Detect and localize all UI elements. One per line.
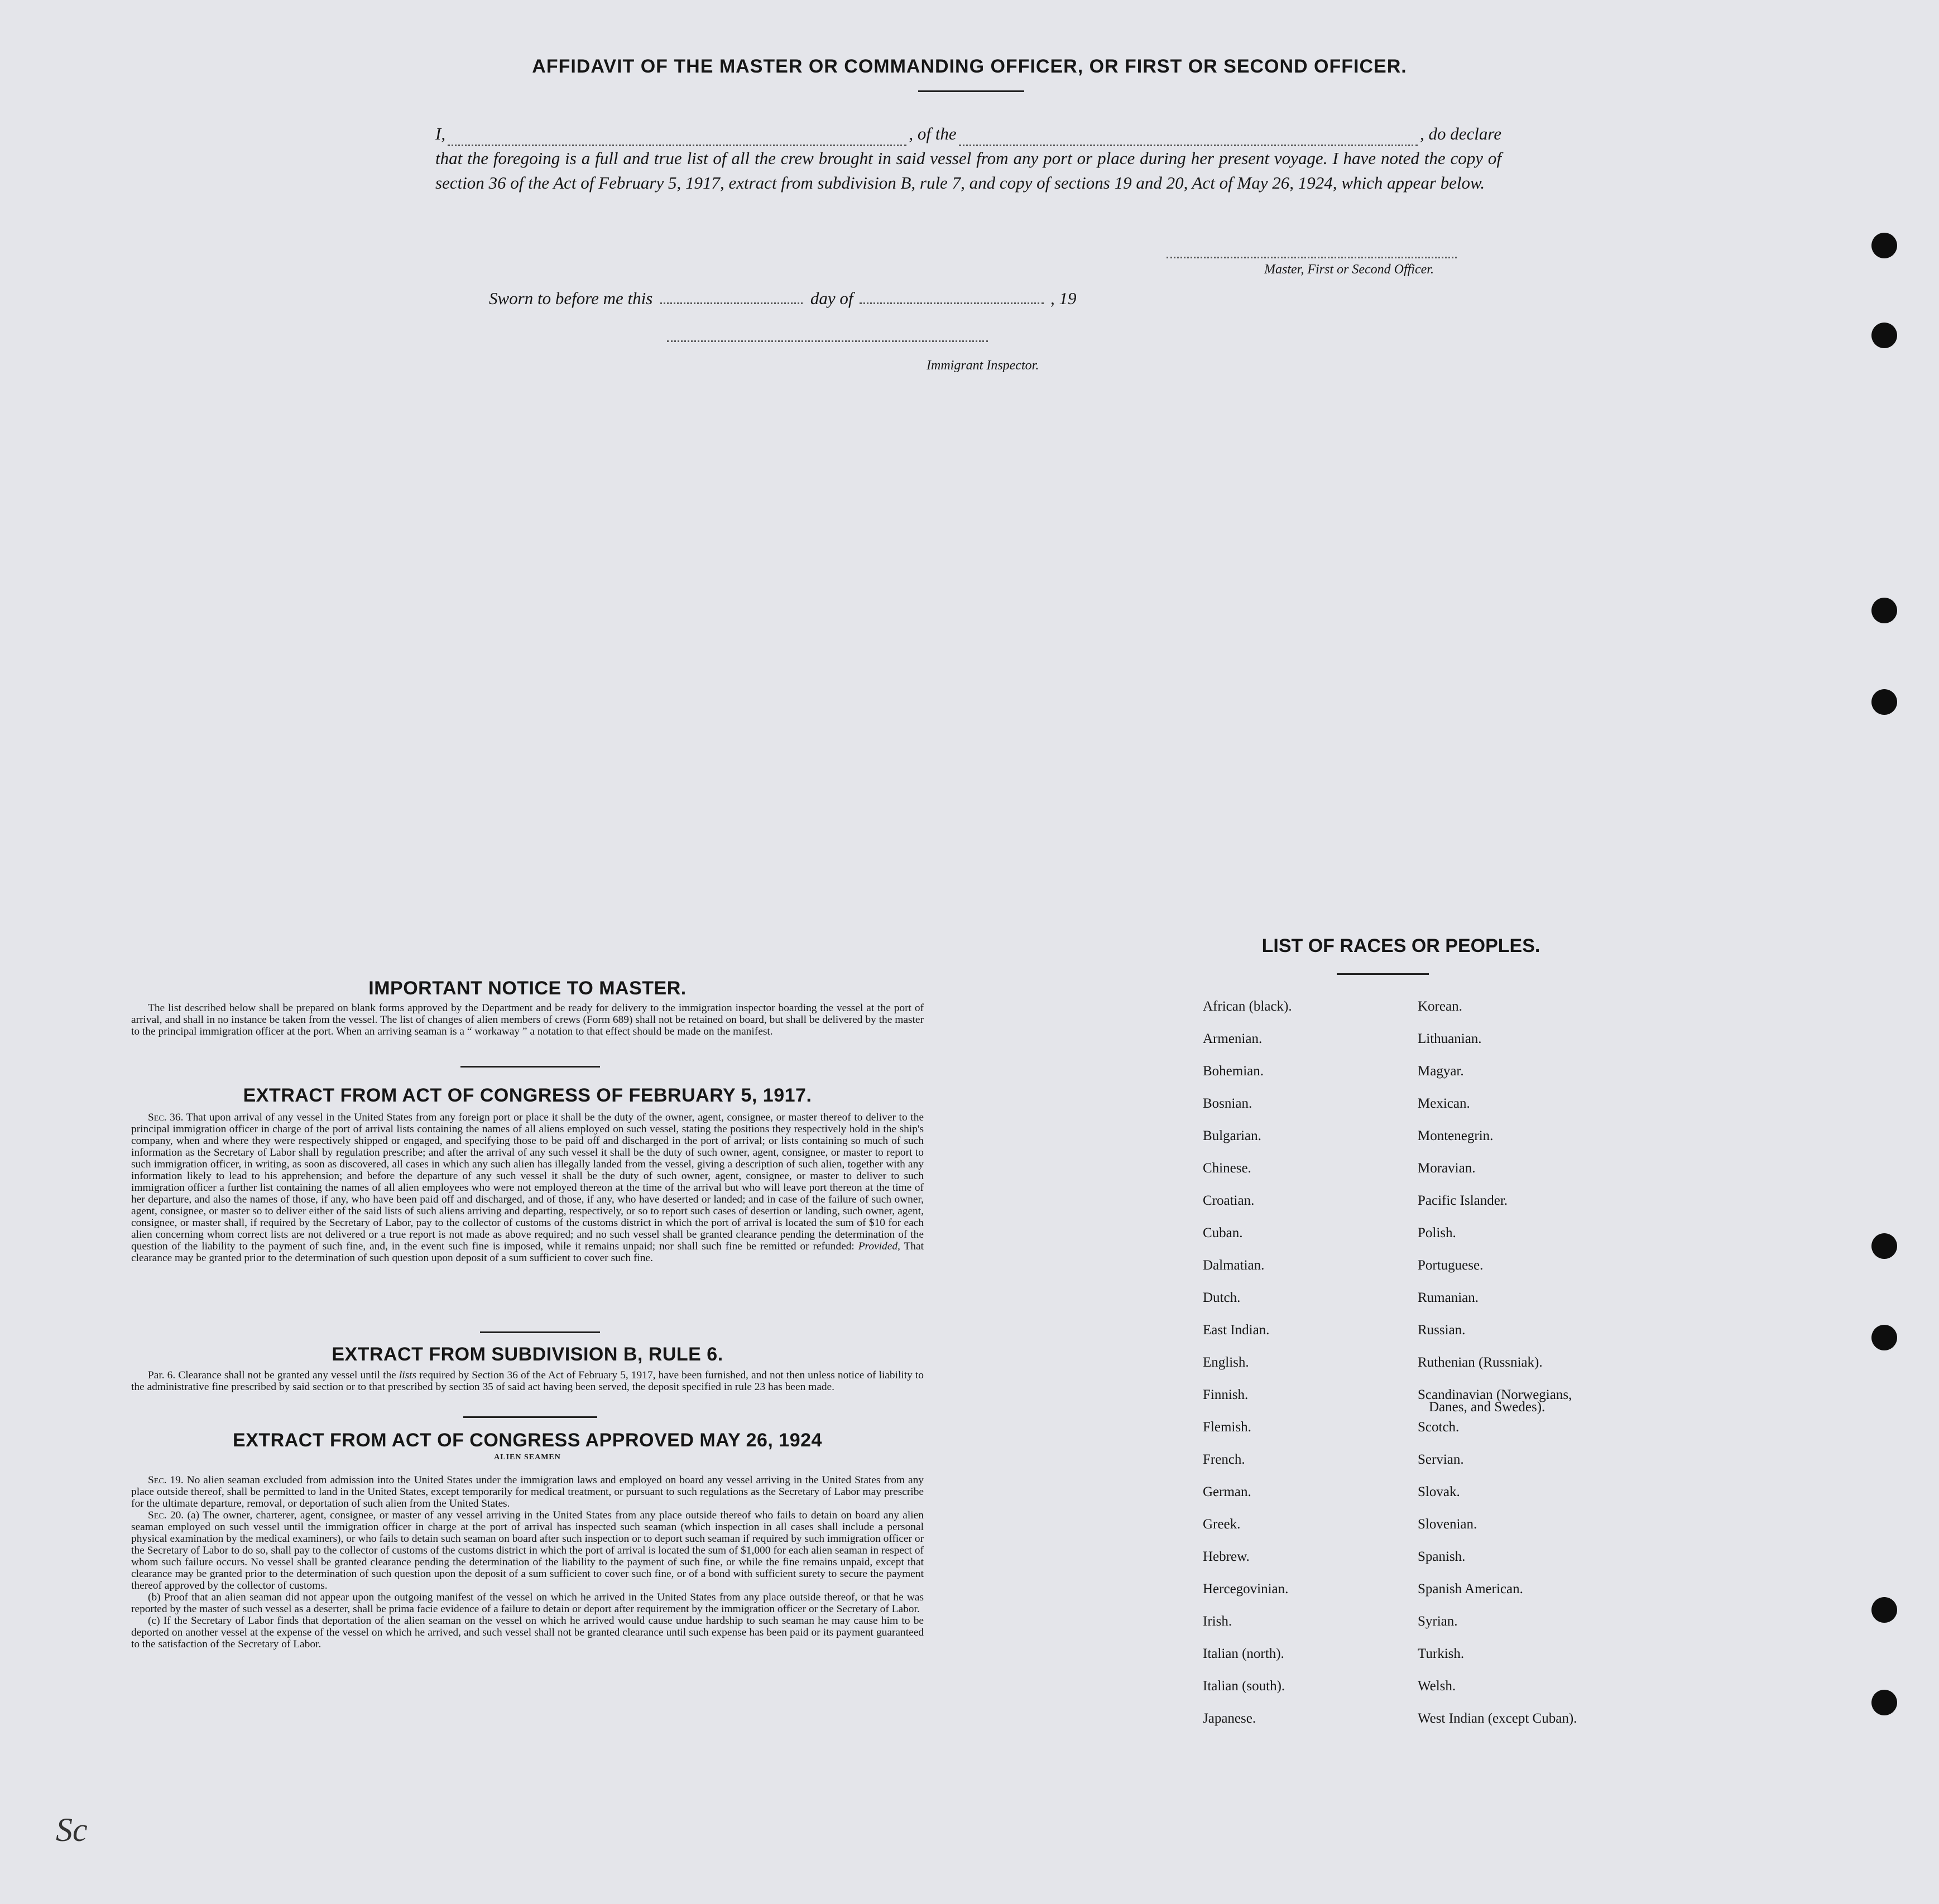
race-item: Italian (south). [1203,1679,1285,1694]
race-item: Chinese. [1203,1161,1251,1176]
race-item: Mexican. [1418,1096,1470,1111]
race-item: German. [1203,1484,1251,1499]
notice-divider [460,1066,600,1068]
race-item-continuation: Danes, and Swedes). [1429,1400,1546,1415]
race-item: Lithuanian. [1418,1031,1482,1046]
rule-6-text-b: required by Section 36 of the Act of February 5, 1917, have been furnished, and not then unless notice of liability to the administrative fine prescribed by said section or to that prescribed by section 35 of said act having been served, the deposit specified in rule 23 has been made. [131,1369,924,1393]
extract-1917-title: EXTRACT FROM ACT OF CONGRESS OF FEBRUARY 5, 1917. [243,1085,812,1106]
race-item: Bosnian. [1203,1096,1252,1111]
rule-6-label: Par. 6. [148,1369,176,1381]
race-item: Scandinavian (Norwegians, [1418,1387,1572,1402]
races-underline [1337,973,1429,975]
affidavit-declaration [435,122,1501,195]
race-item: Bohemian. [1203,1064,1264,1079]
sworn-prefix: Sworn to before me this [489,289,653,308]
race-item: Hercegovinian. [1203,1581,1289,1597]
section-20-label: Sec. 20. [148,1509,184,1521]
race-item: Dutch. [1203,1290,1241,1305]
affidavit-of-the: , of the [909,124,957,143]
binder-hole [1871,1690,1897,1715]
race-item: Servian. [1418,1452,1464,1467]
provided-word: Provided, [858,1241,900,1252]
section-20b-paragraph: (b) Proof that an alien seaman did not appear upon the outgoing manifest of the vessel on which he arrived in the United States from any place outside thereof, or that he was reported by the master of such vessel as a deserter, shall be prima facie evidence of a failure to detain or deport after requirement by the immigration officer or the Secretary of Labor. [131,1592,924,1615]
race-item: Russian. [1418,1323,1466,1338]
sworn-month-field[interactable] [860,286,1044,304]
race-item: Syrian. [1418,1614,1458,1629]
extract-1924-body [131,1474,924,1650]
section-36-label: Sec. 36. [148,1112,184,1123]
section-20c-paragraph: (c) If the Secretary of Labor finds that deportation of the alien seaman on the vessel on which he arrived would cause undue hardship to such seaman he may cause him to be deported on another vessel at the expense of the vessel on which he arrived, and such vessel shall not be granted clearance until such expense has been paid or its payment guaranteed to the satisfaction of the Secretary of Labor. [131,1615,924,1650]
race-item: Italian (north). [1203,1646,1284,1661]
vessel-name-field[interactable] [959,128,1418,146]
race-item: French. [1203,1452,1245,1467]
section-36-paragraph [131,1112,924,1264]
race-item: Moravian. [1418,1161,1476,1176]
race-item: English. [1203,1355,1249,1370]
notice-paragraph: The list described below shall be prepared on blank forms approved by the Department and be ready for delivery to the immigration inspector boarding the vessel at the port of arrival, and shall in no instance be taken from the vessel. The list of changes of alien members of crews (Form 689) shall not be retained on board, but shall be delivered by the master to the principal immigration officer at the port. When an arriving seaman is a “ workaway ” a notation to that effect should be made on the manifest. [131,1002,924,1037]
race-item: Pacific Islander. [1418,1193,1508,1208]
race-item: Magyar. [1418,1064,1464,1079]
binder-hole [1871,323,1897,348]
affidavit-pronoun: I, [435,124,446,143]
section-36-end: That clearance may be granted prior to the determination of such question upon deposit of a sum sufficient to cover such fine. [131,1241,924,1264]
extract-1917-body [131,1112,924,1264]
race-item: Scotch. [1418,1420,1460,1435]
binder-hole [1871,1325,1897,1350]
race-item: Bulgarian. [1203,1128,1261,1143]
sworn-day-field[interactable] [660,286,803,304]
rule-6-body [131,1369,924,1393]
race-item: East Indian. [1203,1323,1270,1338]
race-item: Dalmatian. [1203,1258,1265,1273]
section-19-label: Sec. 19. [148,1474,184,1486]
race-item: African (black). [1203,999,1292,1014]
section-20a-paragraph [131,1509,924,1592]
race-item: Korean. [1418,999,1462,1014]
section-20a-text: (a) The owner, charterer, agent, consignee, or master of any vessel arriving in the United States from any place outside thereof who fails to detain on board any alien seaman employed on such vessel until the immigration officer in charge at the port of arrival has inspected such seaman (which inspection in all cases shall include a personal physical examination by the medical examiners), or who fails to detain such seaman on board after such inspection or to deport such seaman if required by such immigration officer or the Secretary of Labor to do so, shall pay to the collector of customs of the customs district in which the port of arrival is located the sum of $1,000 for each alien seaman in respect of whom such failure occurs. No vessel shall be granted clearance pending the determination of the liability to the payment of such fine, or while the fine remains unpaid, except that clearance may be granted prior to the determination of such question upon the deposit of a sum sufficient to cover such fine, or of a bond with sufficient surety to secure the payment thereof approved by the collector of customs. [131,1509,924,1592]
binder-hole [1871,598,1897,623]
notice-title: IMPORTANT NOTICE TO MASTER. [368,978,687,999]
day-of-label: day of [810,289,853,308]
rule-6-divider [463,1416,597,1418]
alien-seamen-subtitle: ALIEN SEAMEN [494,1453,561,1461]
sworn-line [489,286,1076,309]
race-item: Ruthenian (Russniak). [1418,1355,1543,1370]
extract-1924-title: EXTRACT FROM ACT OF CONGRESS APPROVED MAY 26, 1924 [233,1430,822,1451]
year-prefix: , 19 [1050,289,1077,308]
binder-hole [1871,689,1897,715]
binder-hole [1871,1233,1897,1259]
race-item: West Indian (except Cuban). [1418,1711,1577,1726]
race-item: Rumanian. [1418,1290,1479,1305]
race-item: Slovak. [1418,1484,1460,1499]
race-item: Flemish. [1203,1420,1251,1435]
race-item: Portuguese. [1418,1258,1484,1273]
signature-caption: Master, First or Second Officer. [1264,262,1434,277]
signature-line[interactable] [1167,257,1457,258]
master-name-field[interactable] [448,128,906,146]
race-item: Greek. [1203,1517,1241,1532]
race-item: Turkish. [1418,1646,1465,1661]
race-item: Cuban. [1203,1225,1243,1241]
race-item: Croatian. [1203,1193,1255,1208]
inspector-caption: Immigrant Inspector. [927,358,1039,373]
affidavit-do-declare: , do declare [1419,124,1502,143]
section-19-paragraph [131,1474,924,1509]
race-item: Montenegrin. [1418,1128,1494,1143]
rule-6-text-a: Clearance shall not be granted any vessel until the [178,1369,396,1381]
race-item: Finnish. [1203,1387,1249,1402]
binder-hole [1871,233,1897,258]
binder-hole [1871,1597,1897,1623]
extract-1917-divider [480,1331,600,1333]
notice-body [131,1002,924,1037]
race-item: Spanish. [1418,1549,1466,1564]
affidavit-first-line [435,122,1501,146]
section-19-text: No alien seaman excluded from admission into the United States under the immigration laws and employed on board any vessel arriving in the United States from any place outside thereof, shall be permitted to land in the United States, except temporarily for medical treatment, or pursuant to such regulations as the Secretary of Labor may prescribe for the ultimate departure, removal, or deportation of such alien from the United States. [131,1474,924,1509]
marginal-handwritten-mark: Sc [56,1811,88,1848]
rule-6-lists-word: lists [399,1369,417,1381]
section-36-text: That upon arrival of any vessel in the United States from any foreign port or place it shall be the duty of the owner, agent, consignee, or master thereof to deliver to the principal immigration officer in charge of the port of arrival lists containing the names of all aliens employed on such vessel, stating the positions they respectively hold in the ship's company, when and where they were respectively shipped or engaged, and specifying those to be paid off and discharged in the port of arrival; or lists containing so much of such information as the Secretary of Labor shall by regulation prescribe; and after the arrival of any such vessel it shall be the duty of such owner, agent, consignee, or master to report to such immigration officer, in writing, as soon as discovered, all cases in which any such alien has illegally landed from the vessel, giving a description of such alien, together with any information likely to lead to his apprehension; and before the departure of any such vessel it shall be the duty of such owner, agent, consignee, or master to deliver to such immigration officer a further list containing the names of all alien employees who were not employed thereon at the time of the arrival but who will leave port thereon at the time of her departure, and also the names of those, if any, who have been paid off and discharged, and of those, if any, who have deserted or landed; and in case of the failure of such owner, agent, consignee, or master so to deliver either of the said lists of such aliens arriving and departing, respectively, or so to report such cases of desertion or landing, such owner, agent, consignee, or master shall, if required by the Secretary of Labor, pay to the collector of customs of the customs district in which the port of arrival is located the sum of $10 for each alien concerning whom correct lists are not delivered or a true report is not made as above required; and no such vessel shall be granted clearance pending the determination of the question of the liability to the payment of such fine, and, in the event such fine is imposed, while it remains unpaid; nor shall such fine be remitted or refunded: [131,1112,924,1252]
races-title: LIST OF RACES OR PEOPLES. [1261,935,1540,956]
race-item: Polish. [1418,1225,1456,1241]
title-underline [918,90,1024,92]
race-item: Spanish American. [1418,1581,1523,1597]
inspector-signature-line[interactable] [667,340,988,342]
race-item: Slovenian. [1418,1517,1477,1532]
rule-6-paragraph [131,1369,924,1393]
race-item: Welsh. [1418,1679,1456,1694]
race-item: Irish. [1203,1614,1232,1629]
affidavit-title: AFFIDAVIT OF THE MASTER OR COMMANDING OFFICER, OR FIRST OR SECOND OFFICER. [532,56,1407,77]
race-item: Hebrew. [1203,1549,1250,1564]
affidavit-body-text: that the foregoing is a full and true list of all the crew brought in said vessel from any port or place during her present voyage. I have noted the copy of section 36 of the Act of February 5, 1917, extract from subdivision B, rule 7, and copy of sections 19 and 20, Act of May 26, 1924, which appear below. [435,148,1501,193]
race-item: Japanese. [1203,1711,1256,1726]
rule-6-title: EXTRACT FROM SUBDIVISION B, RULE 6. [332,1344,723,1365]
race-item: Armenian. [1203,1031,1263,1046]
